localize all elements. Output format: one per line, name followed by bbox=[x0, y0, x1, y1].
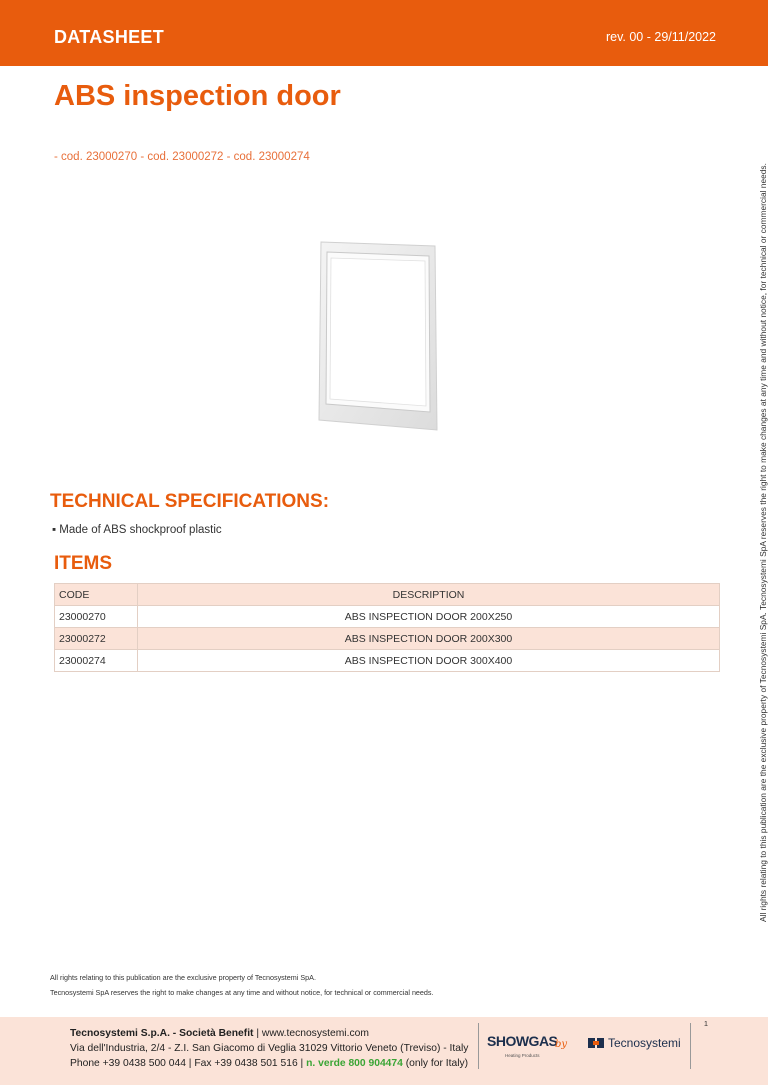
table-row bbox=[55, 628, 720, 650]
showgas-logo: SHOWGAS bbox=[487, 1033, 558, 1049]
row-code: 23000272 bbox=[55, 628, 138, 650]
logo-by-text: by bbox=[555, 1039, 568, 1050]
technical-specifications-heading: TECHNICAL SPECIFICATIONS: bbox=[50, 491, 330, 512]
revision-date: rev. 00 - 29/11/2022 bbox=[605, 30, 716, 44]
showgas-logo-subtitle: Heating Products bbox=[505, 1053, 540, 1058]
items-table bbox=[54, 583, 720, 672]
toll-free-note: (only for Italy) bbox=[405, 1058, 469, 1069]
page-title: ABS inspection door bbox=[54, 80, 341, 112]
row-description: ABS INSPECTION DOOR 200X300 bbox=[138, 628, 720, 650]
company-website[interactable]: | www.tecnosystemi.com bbox=[256, 1028, 369, 1039]
header-label: DATASHEET bbox=[54, 27, 165, 47]
footnote-changes: Tecnosystemi SpA reserves the right to make changes at any time and without notice, for technical or commercial needs. bbox=[50, 988, 434, 997]
product-codes: - cod. 23000270 - cod. 23000272 - cod. 23000274 bbox=[54, 151, 310, 163]
items-heading: ITEMS bbox=[54, 553, 113, 574]
row-code: 23000274 bbox=[55, 650, 138, 672]
column-header-description: DESCRIPTION bbox=[138, 584, 720, 606]
row-description: ABS INSPECTION DOOR 300X400 bbox=[138, 650, 720, 672]
company-name: Tecnosystemi S.p.A. - Società Benefit bbox=[70, 1028, 254, 1039]
toll-free-number: n. verde 800 904474 bbox=[306, 1058, 403, 1069]
row-code: 23000270 bbox=[55, 606, 138, 628]
company-phone: Phone +39 0438 500 044 | Fax +39 0438 501 516 | bbox=[70, 1058, 304, 1069]
spec-bullet bbox=[52, 524, 222, 536]
footer-divider bbox=[690, 1023, 691, 1069]
footnote-rights: All rights relating to this publication are the exclusive property of Tecnosystemi SpA. bbox=[50, 973, 316, 982]
tecnosystemi-logo-icon bbox=[588, 1036, 606, 1050]
company-address: Via dell'Industria, 2/4 - Z.I. San Giacomo di Veglia 31029 Vittorio Veneto (Treviso) - Italy bbox=[70, 1043, 469, 1054]
spec-bullet-text: Made of ABS shockproof plastic bbox=[59, 524, 222, 536]
table-header-row bbox=[55, 584, 720, 606]
row-description: ABS INSPECTION DOOR 200X250 bbox=[138, 606, 720, 628]
side-rights-notice: All rights relating to this publication are the exclusive property of Tecnosystemi SpA. Tecnosystemi SpA reserves the right to make changes at any time and without notice, for technical or commercial needs. bbox=[758, 163, 768, 922]
bullet-icon: ▪ bbox=[52, 524, 60, 536]
footer-divider bbox=[478, 1023, 479, 1069]
page-number: 1 bbox=[703, 1019, 708, 1028]
inspection-door-image bbox=[317, 240, 439, 432]
table-row bbox=[55, 606, 720, 628]
column-header-code: CODE bbox=[55, 584, 138, 606]
tecnosystemi-logo: Tecnosystemi bbox=[608, 1036, 681, 1050]
company-info bbox=[70, 1026, 468, 1071]
table-row bbox=[55, 650, 720, 672]
